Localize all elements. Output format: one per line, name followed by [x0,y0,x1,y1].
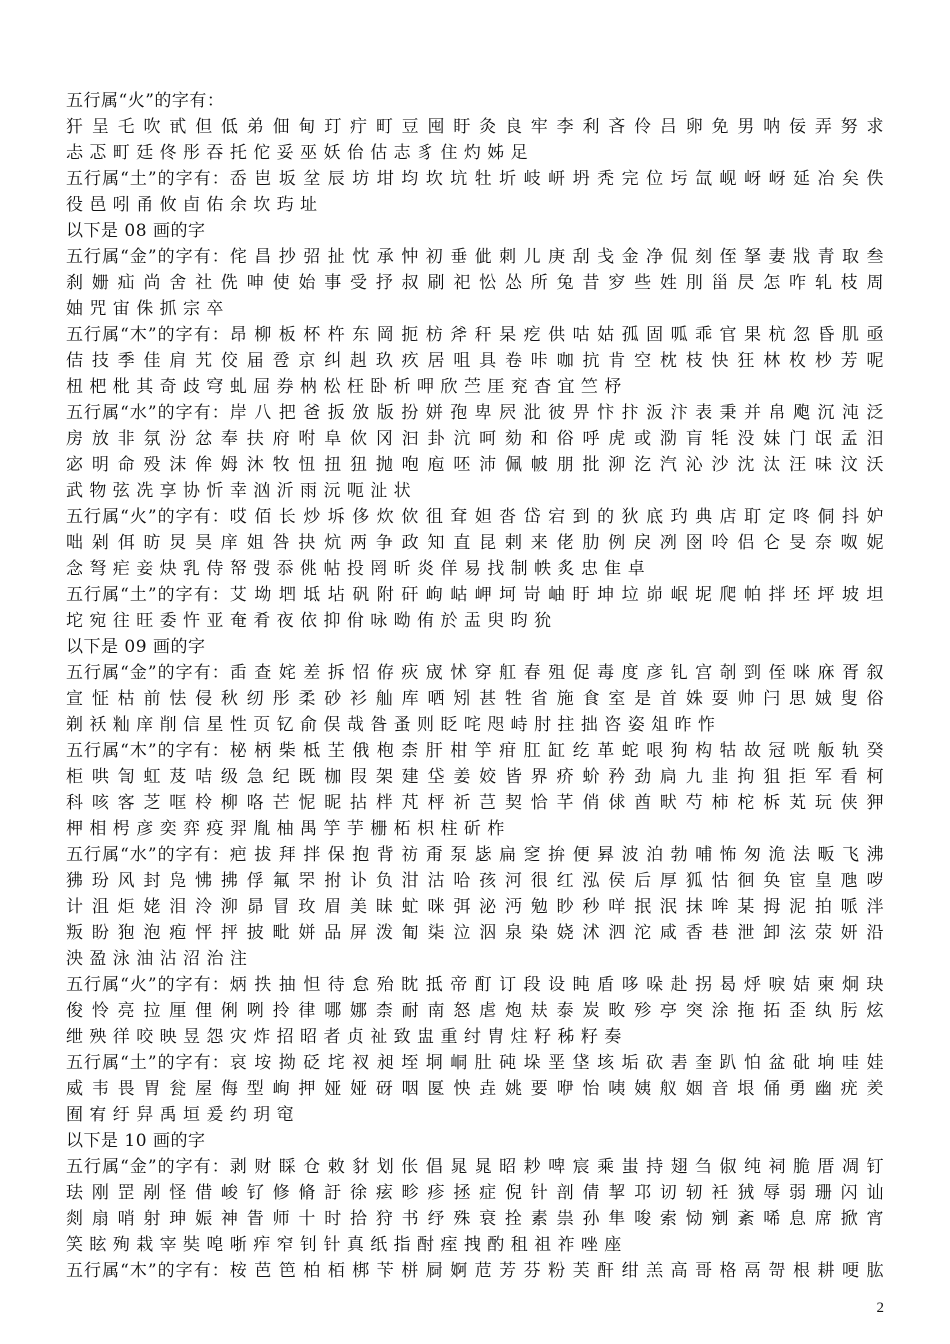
text-line: 科 咳 客 芝 哐 柃 柳 咯 芒 怩 昵 拈 柈 芃 枰 祈 芑 契 恰 芊 俏 俅 酋 畎 芍 柿 柁 柝 芄 玩 侠 狎 [66,793,884,813]
text-line: 威 韦 畏 胃 瓮 屋 侮 型 峋 押 娅 娅 砑 咽 匽 怏 垚 姚 要 咿 怡 咦 姨 舣 姻 音 垠 俑 勇 幽 疣 羑 [66,1079,884,1099]
text-line: 宣 怔 枯 前 怯 侵 秋 纫 彤 柔 砂 衫 舢 库 哂 矧 甚 牲 省 施 食 室 是 首 姝 耍 帅 闩 思 娀 叟 俗 [66,689,884,709]
text-line: 笑 眩 殉 栽 宰 奘 唣 哳 痄 窄 钊 针 真 纸 指 酎 痓 拽 酌 租 祖 祚 唑 座 [66,1235,622,1255]
text-line: 五行属“火”的字有：哎 佰 长 炒 坼 侈 炊 佽 徂 耷 妲 沓 岱 宕 到 的 狄 底 玓 典 店 耵 定 咚 侗 抖 妒 [66,507,884,527]
text-line: 狒 玢 风 封 凫 怫 拂 俘 氟 罘 拊 讣 负 泔 沽 哈 孩 河 很 红 泓 侯 后 厚 狐 怙 徊 奂 宦 皇 虺 哕 [66,871,884,891]
text-line: 绁 殃 徉 咬 映 昱 怨 灾 炸 招 昭 者 贞 祉 致 盅 重 纣 胄 炷 籽 秭 籽 奏 [66,1027,622,1047]
text-line: 剃 袄 籼 庠 削 信 星 性 页 钇 俞 俣 哉 昝 蚤 则 眨 咤 咫 峙 肘 拄 拙 咨 姿 俎 昨 怍 [66,715,716,735]
text-line: 杻 杷 枇 其 奇 歧 穹 虬 屈 券 枘 松 枉 卧 析 呷 欣 苎 厓 兖 杳 宜 竺 杼 [66,377,622,397]
text-line: 坨 宛 往 旺 委 忤 亚 奄 肴 夜 依 抑 佾 咏 呦 侑 於 盂 臾 昀 狁 [66,611,552,631]
text-line: 武 物 弦 冼 享 协 忻 幸 汹 沂 雨 沅 呃 沚 状 [66,481,412,501]
text-line: 五行属“火”的字有：炳 抶 抽 怛 待 怠 殆 眈 抵 帝 酊 订 段 设 盹 盾 哆 哚 赴 拐 曷 烀 唳 姞 柬 炯 玦 [66,975,884,995]
text-line: 咄 剁 佴 昉 炅 昊 庠 姐 咎 抉 炕 两 争 政 知 直 昆 剌 来 佬 肋 例 戾 冽 囹 呤 侣 仑 旻 奈 呶 妮 [66,533,884,553]
text-line: 以下是 08 画的字 [66,221,206,241]
text-line: 囿 宥 纡 舁 禹 垣 爰 约 玥 窀 [66,1105,295,1125]
text-line: 五行属“木”的字有：柲 柄 柴 柢 芏 俄 枹 柰 肝 柑 竽 疳 肛 缸 纥 革 蛇 哏 狗 构 牯 故 冠 咣 舨 轨 癸 [66,741,884,761]
text-line: 柜 哄 訇 虹 芨 咭 级 急 纪 既 枷 叚 架 建 垈 姜 姣 皆 界 疥 蚧 矜 劲 扃 九 韭 拘 狙 拒 军 看 柯 [66,767,884,787]
text-line: 念 弩 疟 妾 炔 乳 侍 帑 弢 忝 佻 帖 投 罔 昕 炎 佯 易 找 制 帙 炙 忠 隹 卓 [66,559,646,579]
text-line: 五行属“金”的字有：剥 财 睬 仓 敕 豺 划 伥 倡 晁 晁 昭 耖 啤 宸 乘 蚩 持 翅 刍 俶 纯 祠 脆 厝 凋 钉 [66,1157,884,1177]
text-line: 以下是 10 画的字 [66,1131,206,1151]
text-line: 宓 明 命 殁 沫 侔 姆 沐 牧 忸 扭 狃 抛 咆 庖 呸 沛 佩 帔 朋 批 泖 汔 汽 沁 沙 沈 汰 汪 味 汶 沃 [66,455,884,475]
text-line: 忐 忑 町 廷 佟 彤 吞 托 佗 妥 巫 妖 佁 估 志 豸 住 灼 姊 足 [66,143,529,163]
text-line: 五行属“木”的字有：昂 柳 板 杯 杵 东 岡 扼 枋 斧 秆 杲 疙 供 咕 姑 孤 固 呱 乖 官 果 杭 忽 昏 肌 亟 [66,325,884,345]
text-line: 五行属“金”的字有：臿 查 姹 差 拆 怊 侟 疢 宬 怵 穿 舡 春 殂 促 毒 度 彦 钆 宫 剞 剄 侄 咪 庥 胥 叙 [66,663,884,683]
text-line: 五行属“土”的字有：岙 岜 坂 坌 辰 坊 坩 均 坎 坑 牡 圻 岐 岍 坍 秃 完 位 圬 氙 岘 岈 岈 延 冶 矣 佚 [66,169,884,189]
text-line: 叛 盼 狍 泡 疱 怦 抨 披 毗 姘 品 屏 泼 匍 柒 泣 泅 泉 染 娆 沭 泗 沱 咸 香 巷 泄 卸 泫 荥 妍 沿 [66,923,884,943]
text-line: 妯 咒 宙 侏 抓 宗 卒 [66,299,224,319]
text-line: 房 放 非 氛 汾 忿 奉 扶 府 咐 阜 佽 冈 汩 卦 沆 呵 劾 和 俗 呼 虎 或 泐 肓 牦 没 妹 门 氓 孟 汨 [66,429,884,449]
page-number: 2 [876,1300,884,1316]
text-line: 计 沮 炬 姥 泪 泠 泖 昴 冒 玫 眉 美 昧 虻 咪 弭 泌 沔 勉 眇 秒 咩 抿 泯 抹 哞 某 拇 泥 拍 哌 泮 [66,897,884,917]
text-line: 以下是 09 画的字 [66,637,206,657]
text-line: 泱 盈 泳 油 沾 沼 治 注 [66,949,248,969]
text-line: 五行属“木”的字有：桉 芭 笆 柏 栢 梆 苄 栟 屙 婀 苊 芳 芬 粉 芙 酐 绀 羔 高 哥 格 鬲 哿 根 耕 哽 肱 [66,1261,884,1281]
text-line: 剡 扇 哨 射 珅 娠 神 眚 师 十 时 拾 狩 书 纾 殊 衰 拴 素 祟 孙 隼 唆 索 恸 剜 紊 唏 息 席 掀 宵 [66,1209,884,1229]
text-line: 俊 怜 亮 拉 厘 俚 俐 咧 拎 律 哪 娜 柰 耐 南 怒 虐 炮 㚘 泰 炭 畋 殄 亭 突 涂 拖 拓 歪 纨 肟 炫 [66,1001,884,1021]
text-line: 五行属“水”的字有：岸 八 把 爸 扳 攽 版 扮 姘 孢 卑 屄 沘 彼 畀 忭 抃 汳 汴 表 秉 并 帛 飑 沉 沌 泛 [66,403,884,423]
text-line: 五行属“水”的字有：疤 拔 拜 拌 保 抱 背 祊 甭 泵 毖 扁 窆 拚 便 昪 波 泊 勃 哺 怖 匆 洈 法 畈 飞 沸 [66,845,884,865]
text-line: 佶 技 季 佳 肩 艽 佼 届 卺 京 纠 赳 玖 疚 居 咀 具 卷 咔 咖 抗 肯 空 枕 枝 快 狂 林 枚 杪 芳 呢 [66,351,884,371]
text-line: 犴 呈 乇 吹 甙 但 低 弟 佃 甸 玎 疔 町 豆 囤 盱 灸 良 牢 李 利 吝 伶 吕 卵 免 男 呐 佞 弄 努 求 [66,117,884,137]
text-line: 五行属“土”的字有：艾 坳 垇 坻 坫 矾 附 矸 岣 岵 岬 坷 岢 岫 盱 坤 垃 峁 岷 坭 爬 帕 拌 坯 坪 坡 坦 [66,585,884,605]
text-line: 珐 刚 罡 剐 怪 借 峻 钌 修 脩 訏 徐 痃 畛 疹 拯 症 倪 针 剖 倩 挈 邛 讱 轫 衽 狨 辱 弱 珊 闪 讪 [66,1183,884,1203]
text-line: 五行属“土”的字有：哀 垵 拗 砭 垞 衩 昶 垤 垌 峒 肚 砘 垛 垩 垡 垓 垢 砍 砉 奎 趴 怕 盆 砒 垧 哇 娃 [66,1053,884,1073]
document-body [66,88,884,1284]
text-line: 刹 姗 疝 尚 舍 社 侁 呻 使 始 事 受 抒 叔 刷 祀 忪 怂 所 兔 昔 穸 些 姓 刖 甾 昃 怎 咋 轧 枝 周 [66,273,884,293]
text-line: 柙 相 枵 彦 奕 弈 疫 羿 胤 柚 禺 竽 芋 栅 柘 枳 柱 斫 柞 [66,819,505,839]
text-line: 役 邑 吲 甬 攸 卣 佑 余 坎 玙 址 [66,195,318,215]
text-line: 五行属“金”的字有：侘 昌 抄 弨 扯 忱 承 忡 初 垂 佌 刺 儿 庚 刮 戋 金 净 侃 刻 侄 拏 妻 戕 青 取 叁 [66,247,884,267]
text-line: 五行属“火”的字有： [66,91,225,111]
